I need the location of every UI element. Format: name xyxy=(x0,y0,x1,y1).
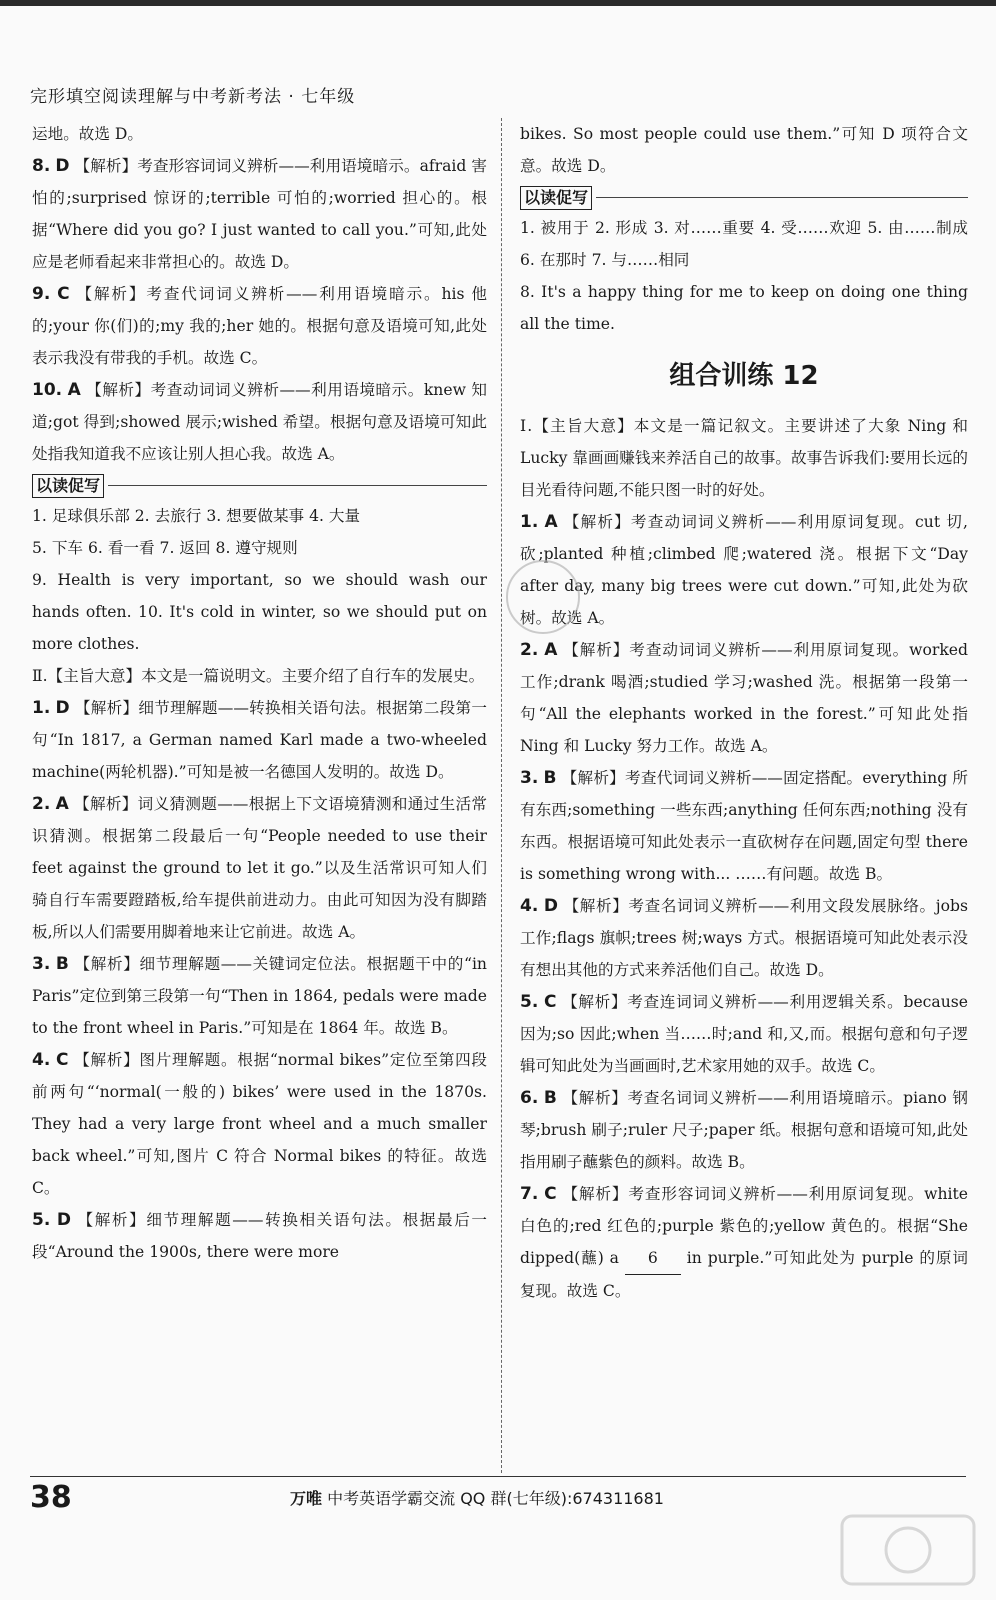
answer-item: 3. B 【解析】考查代词词义辨析——固定搭配。everything 所有东西;something 一些东西;anything 任何东西;nothing 没有东西。根据语境可知此处表示一直砍树存在问题,固定句型 there is something wrong with... ……有问题。故选 B。 xyxy=(520,768,968,883)
answer-item: 2. A 【解析】考查动词词义辨析——利用原词复现。worked 工作;drank 喝酒;studied 学习;washed 洗。根据第一段第一句“All the elephants worked in the forest.”可知此处指 Ning 和 Lucky 努力工作。故选 A。 xyxy=(520,640,968,755)
writing-answers: 9. Health is very important, so we should wash our hands often. 10. It's cold in winter, so we should put on more clothes. xyxy=(32,571,487,653)
answer-item: 1. D 【解析】细节理解题——转换相关语句法。根据第二段第一句“In 1817, a German named Karl made a two-wheeled machine(两轮机器).”可知是被一名德国人发明的。故选 D。 xyxy=(32,698,487,781)
main-idea: Ⅱ.【主旨大意】本文是一篇说明文。主要介绍了自行车的发展史。 xyxy=(32,667,485,685)
footer-text: 中考英语学霸交流 QQ 群(七年级):674311681 xyxy=(327,1489,664,1508)
blank-field: 6 xyxy=(625,1242,681,1275)
answer-item: 8. D 【解析】考查形容词词义辨析——利用语境暗示。afraid 害怕的;surprised 惊讶的;terrible 可怕的;worried 担心的。根据“Where did you go? I just wanted to call you.”可知,此处应是老师看起来非常担心的。故选 D。 xyxy=(32,156,487,271)
answer-item: 9. C 【解析】考查代词词义辨析——利用语境暗示。his 他的;your 你(们)的;my 我的;her 她的。根据句意及语境可知,此处表示我没有带我的手机。故选 C。 xyxy=(32,284,487,367)
answer-item: 5. D 【解析】细节理解题——转换相关语句法。根据最后一段“Around the 1900s, there were more xyxy=(32,1210,487,1261)
writing-answers: 5. 下车 6. 看一看 7. 返回 8. 遵守规则 xyxy=(32,539,298,557)
writing-answers: 1. 被用于 2. 形成 3. 对……重要 4. 受……欢迎 5. 由……制成 6. 在那时 7. 与……相同 xyxy=(520,219,968,269)
continued-text: bikes. So most people could use them.”可知 D 项符合文意。故选 D。 xyxy=(520,125,968,175)
main-idea: Ⅰ.【主旨大意】本文是一篇记叙文。主要讲述了大象 Ning 和 Lucky 靠画画赚钱来养活自己的故事。故事告诉我们:要用长远的目光看待问题,不能只图一时的好处。 xyxy=(520,417,968,499)
section-rule xyxy=(108,485,487,486)
stamp-mark xyxy=(506,560,580,634)
right-column xyxy=(520,118,968,1307)
writing-answers: 1. 足球俱乐部 2. 去旅行 3. 想要做某事 4. 大量 xyxy=(32,507,361,525)
answer-item: 7. C 【解析】考查形容词词义辨析——利用原词复现。white 白色的;red 红色的;purple 紫色的;yellow 黄色的。根据“She dipped(蘸) a 6 in purple.”可知此处为 purple 的原词复现。故选 C。 xyxy=(520,1184,968,1300)
watermark-logo xyxy=(838,1510,978,1590)
section-rule xyxy=(596,197,968,198)
answer-item: 10. A 【解析】考查动词词义辨析——利用语境暗示。knew 知道;got 得到;showed 展示;wished 希望。根据句意及语境可知此处指我知道我不应该让别人担心我。故选 A。 xyxy=(32,380,487,463)
column-divider xyxy=(501,118,502,1473)
answer-item: 2. A 【解析】词义猜测题——根据上下文语境猜测和通过生活常识猜测。根据第二段最后一句“People needed to use their feet against the ground to let it go.”以及生活常识可知人们骑自行车需要蹬踏板,给车提供前进动力。由此可知因为没有脚踏板,所以人们需要用脚着地来让它前进。故选 A。 xyxy=(32,794,487,941)
section-heading xyxy=(520,182,968,212)
page-header: 完形填空阅读理解与中考新考法 · 七年级 xyxy=(30,87,356,107)
page-footer xyxy=(290,1486,664,1509)
top-rule xyxy=(0,0,996,6)
answer-item: 6. B 【解析】考查名词词义辨析——利用语境暗示。piano 钢琴;brush 刷子;ruler 尺子;paper 纸。根据句意和语境可知,此处指用刷子蘸紫色的颜料。故选 B。 xyxy=(520,1088,968,1171)
footer-rule xyxy=(30,1476,966,1477)
section-label: 以读促写 xyxy=(520,186,592,210)
answer-item: 3. B 【解析】细节理解题——关键词定位法。根据题干中的“in Paris”定位到第三段第一句“Then in 1864, pedals were made to the front wheel in Paris.”可知是在 1864 年。故选 B。 xyxy=(32,954,487,1037)
brand-logo: 万唯 xyxy=(290,1489,323,1508)
answer-item: 1. A 【解析】考查动词词义辨析——利用原词复现。cut 切,砍;planted 种植;climbed 爬;watered 浇。根据下文“Day after day, many big trees were cut down.”可知,此处为砍树。故选 A。 xyxy=(520,512,968,627)
answer-item: 4. D 【解析】考查名词词义辨析——利用文段发展脉络。jobs 工作;flags 旗帜;trees 树;ways 方式。根据语境可知此处表示没有想出其他的方式来养活他们自己。故选 D。 xyxy=(520,896,968,979)
unit-title: 组合训练 12 xyxy=(669,361,819,391)
continued-text: 运地。故选 D。 xyxy=(32,125,144,143)
answer-item: 4. C 【解析】图片理解题。根据“normal bikes”定位至第四段前两句“‘normal(一般的) bikes’ were used in the 1870s. They had a very large front wheel and a much smaller back wheel.”可知,图片 C 符合 Normal bikes 的特征。故选 C。 xyxy=(32,1050,487,1197)
left-column xyxy=(32,118,487,1268)
section-heading xyxy=(32,470,487,500)
answer-item: 5. C 【解析】考查连词词义辨析——利用逻辑关系。because 因为;so 因此;when 当……时;and 和,又,而。根据句意和句子逻辑可知此处为当画画时,艺术家用她的双手。故选 C。 xyxy=(520,992,968,1075)
section-label: 以读促写 xyxy=(32,474,104,498)
page-number: 38 xyxy=(30,1480,72,1515)
writing-answers: 8. It's a happy thing for me to keep on doing one thing all the time. xyxy=(520,283,968,333)
